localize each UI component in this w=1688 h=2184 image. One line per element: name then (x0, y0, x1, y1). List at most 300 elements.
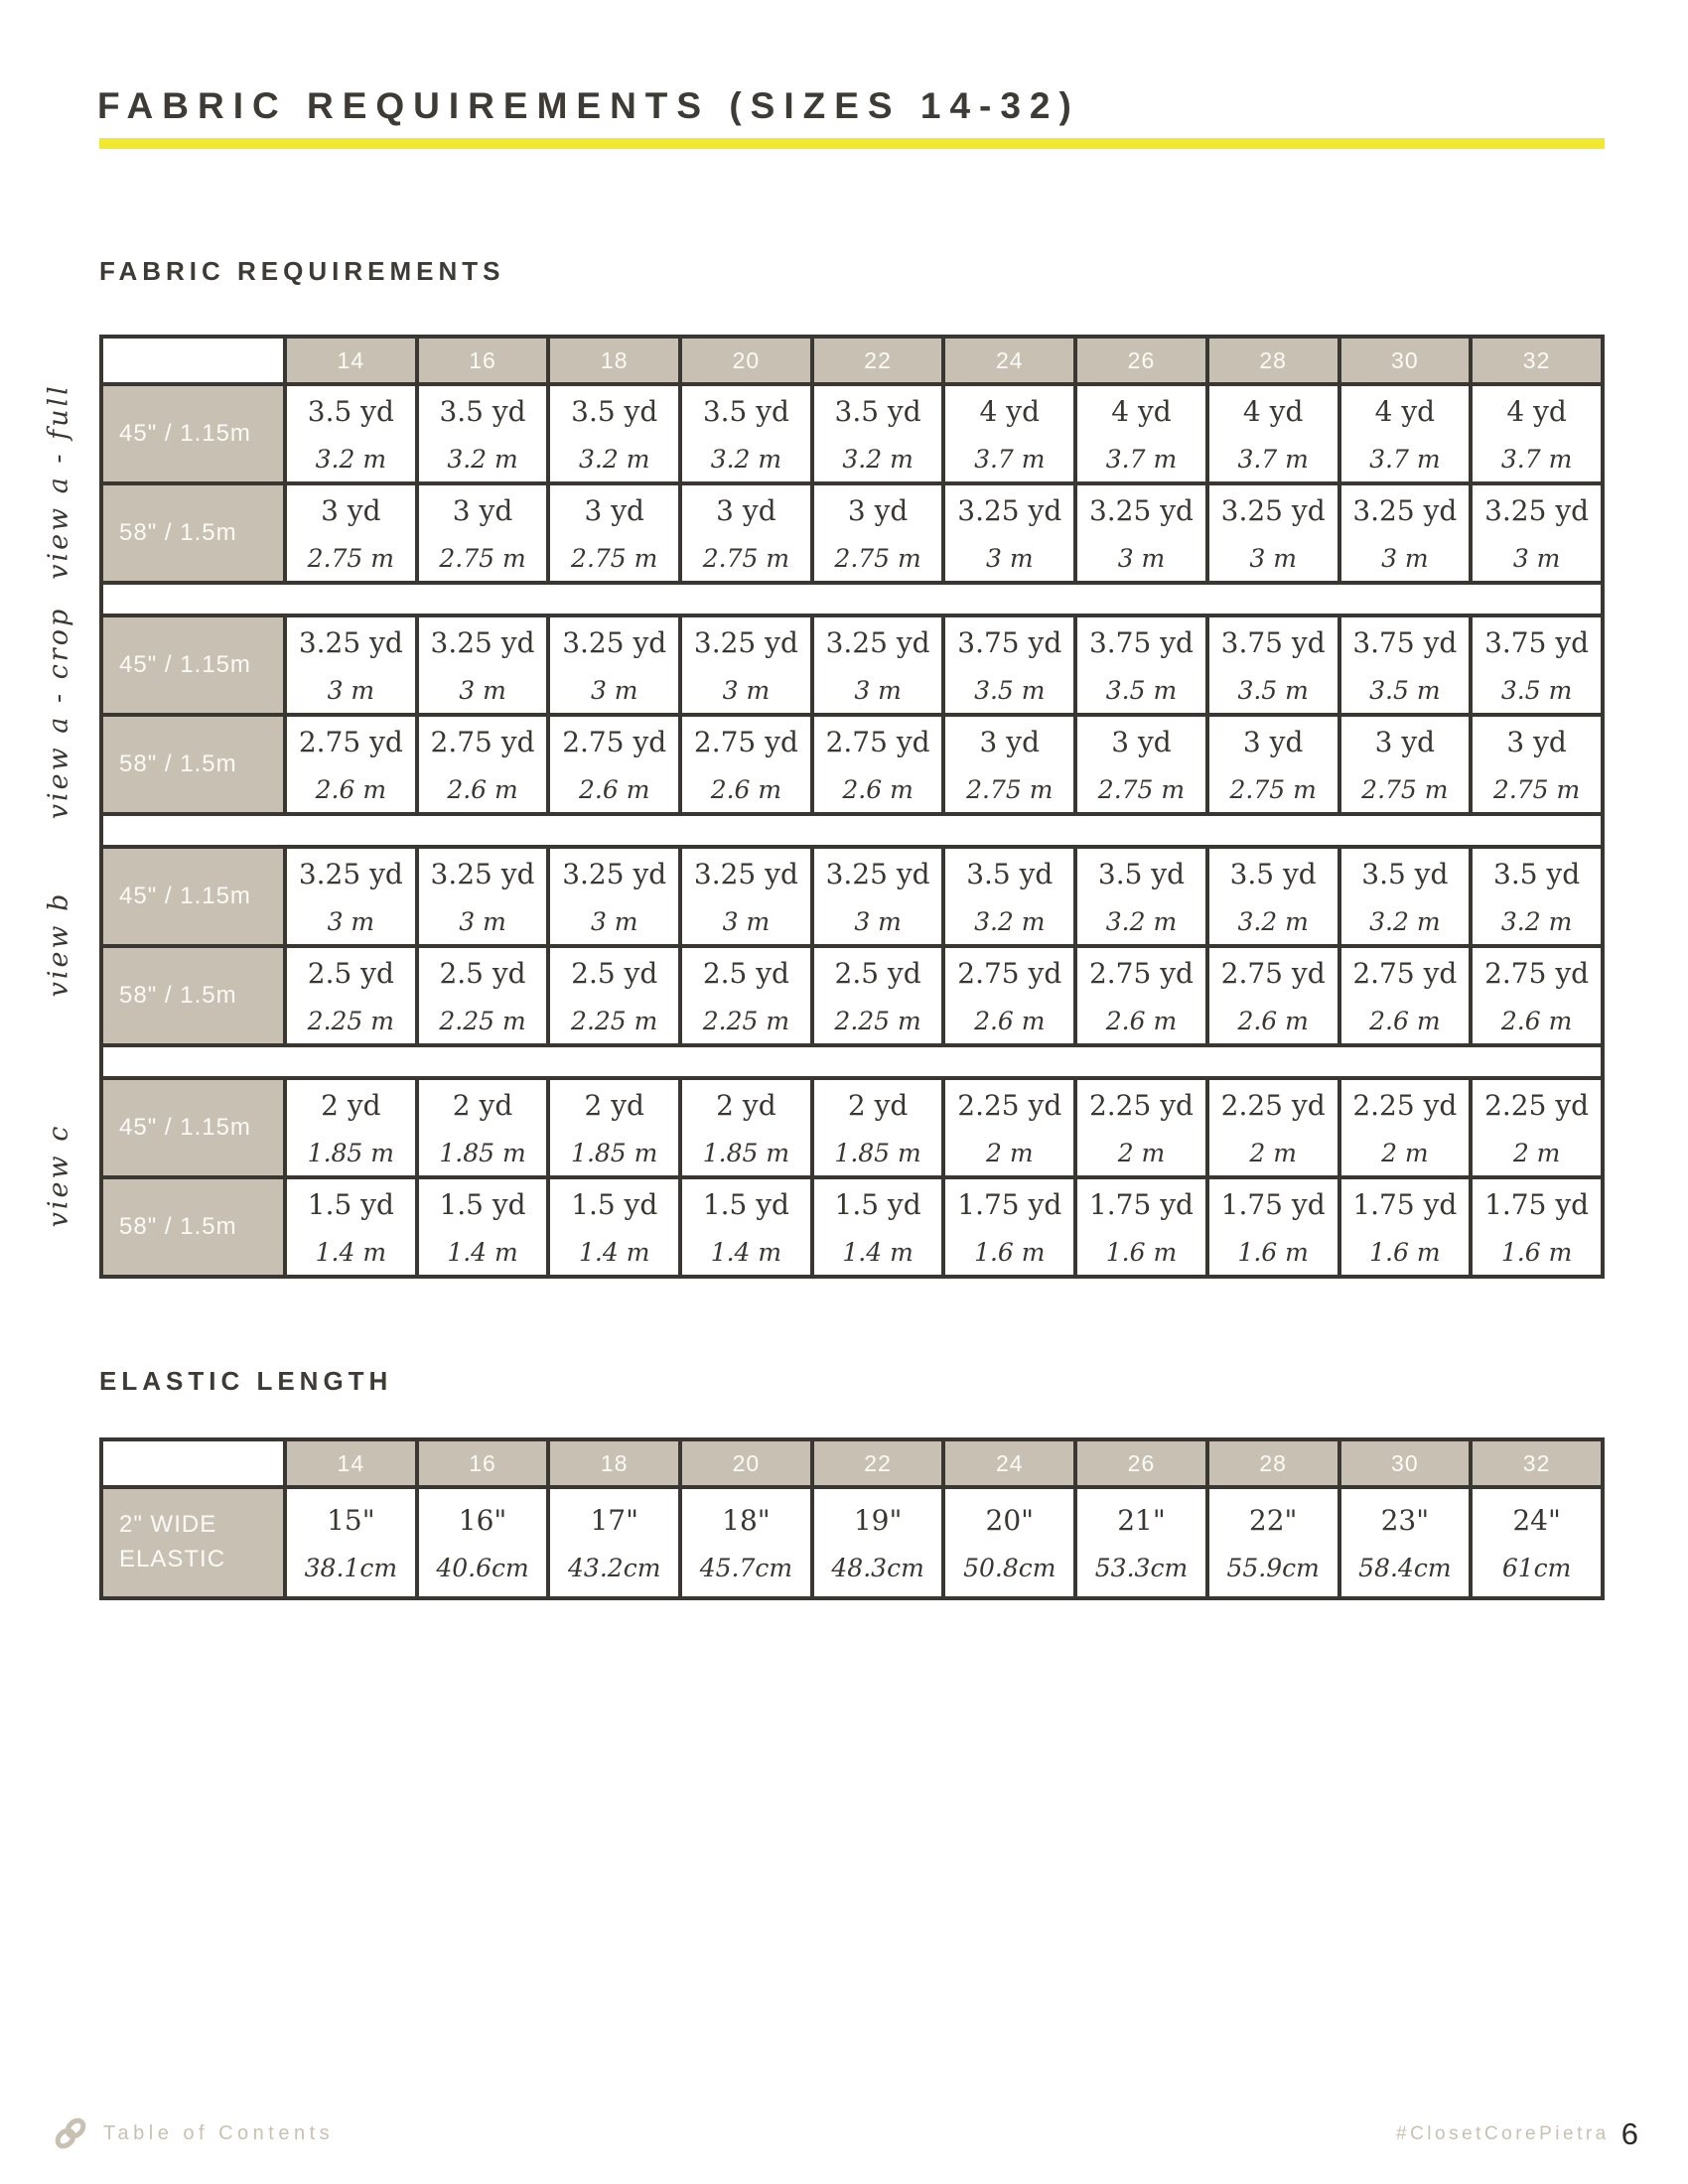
metric-value: 1.6 m (974, 1237, 1046, 1267)
metric-value: 2.75 m (966, 774, 1054, 804)
fabric-cell (812, 483, 944, 583)
fabric-cell (548, 1177, 680, 1277)
fabric-cell (1075, 1078, 1207, 1177)
metric-value: 2.6 m (842, 774, 914, 804)
metric-value: 2.75 m (1229, 774, 1317, 804)
table-row (101, 483, 1603, 583)
imperial-value: 3.75 yd (1484, 625, 1590, 659)
fabric-cell (1339, 1078, 1472, 1177)
imperial-value: 3 yd (321, 493, 381, 527)
size-header-row (101, 1439, 1603, 1487)
fabric-cell (1471, 1078, 1603, 1177)
fabric-cell (1471, 715, 1603, 814)
metric-value: 3.5 m (974, 675, 1046, 705)
imperial-value: 2.5 yd (439, 956, 526, 990)
metric-value: 3 m (327, 675, 375, 705)
imperial-value: 1.5 yd (702, 1187, 789, 1221)
table-group-spacer (101, 1045, 1603, 1078)
metric-value: 2 m (1381, 1138, 1429, 1167)
metric-value: 50.8cm (963, 1553, 1056, 1582)
fabric-cell (812, 847, 944, 946)
fabric-cell (680, 1078, 812, 1177)
imperial-value: 3.5 yd (1361, 857, 1449, 890)
metric-value: 3.2 m (710, 444, 782, 474)
imperial-value: 3.25 yd (693, 857, 798, 890)
fabric-cell (1339, 847, 1472, 946)
table-corner-cell (101, 337, 285, 384)
footer-right (1396, 2116, 1638, 2152)
fabric-cell (1471, 946, 1603, 1045)
imperial-value: 3.5 yd (1097, 857, 1186, 890)
metric-value: 3.5 m (1105, 675, 1178, 705)
metric-value: 1.6 m (1105, 1237, 1178, 1267)
metric-value: 2.6 m (1105, 1006, 1178, 1035)
fabric-cell (548, 615, 680, 715)
fabric-cell (1075, 615, 1207, 715)
fabric-cell (943, 384, 1075, 483)
imperial-value: 2.5 yd (307, 956, 394, 990)
fabric-cell (1339, 715, 1472, 814)
metric-value: 3.2 m (842, 444, 914, 474)
imperial-value: 3 yd (1506, 725, 1567, 758)
fabric-cell (1339, 483, 1472, 583)
fabric-cell (1207, 615, 1339, 715)
fabric-cell (1207, 946, 1339, 1045)
fabric-cell (1075, 483, 1207, 583)
metric-value: 2.75 m (1097, 774, 1186, 804)
metric-value: 2.6 m (579, 774, 650, 804)
metric-value: 1.6 m (1369, 1237, 1441, 1267)
imperial-value: 2.5 yd (702, 956, 789, 990)
metric-value: 3 m (327, 906, 375, 936)
metric-value: 3 m (590, 675, 638, 705)
imperial-value: 1.5 yd (307, 1187, 394, 1221)
table-row (101, 384, 1603, 483)
metric-value: 3.2 m (1369, 906, 1441, 936)
size-column-header: 20 (680, 337, 812, 384)
metric-value: 1.85 m (439, 1138, 526, 1167)
imperial-value: 1.5 yd (571, 1187, 658, 1221)
metric-value: 2.6 m (710, 774, 782, 804)
imperial-value: 4 yd (1374, 394, 1436, 428)
fabric-cell (1207, 847, 1339, 946)
fabric-cell (285, 615, 417, 715)
imperial-value: 3.25 yd (1088, 493, 1194, 527)
fabric-cell (285, 946, 417, 1045)
metric-value: 1.4 m (842, 1237, 914, 1267)
imperial-value: 1.5 yd (834, 1187, 921, 1221)
imperial-value: 3.25 yd (430, 857, 535, 890)
imperial-value: 3.25 yd (825, 857, 930, 890)
metric-value: 1.85 m (834, 1138, 921, 1167)
metric-value: 2.25 m (439, 1006, 526, 1035)
fabric-cell (285, 847, 417, 946)
size-column-header: 24 (943, 1439, 1075, 1487)
metric-value: 1.4 m (447, 1237, 518, 1267)
metric-value: 58.4cm (1358, 1553, 1452, 1582)
fabric-cell (680, 384, 812, 483)
metric-value: 38.1cm (304, 1553, 398, 1582)
metric-value: 1.4 m (315, 1237, 387, 1267)
imperial-value: 3.25 yd (825, 625, 930, 659)
metric-value: 3 m (1249, 543, 1297, 573)
table-row (101, 1078, 1603, 1177)
imperial-value: 3.25 yd (957, 493, 1062, 527)
elastic-cell (417, 1487, 549, 1598)
imperial-value: 23" (1380, 1503, 1430, 1537)
fabric-cell (812, 1078, 944, 1177)
imperial-value: 1.75 yd (1484, 1187, 1590, 1221)
metric-value: 2.75 m (1492, 774, 1581, 804)
fabric-cell (943, 1078, 1075, 1177)
imperial-value: 21" (1117, 1503, 1166, 1537)
imperial-value: 3.25 yd (693, 625, 798, 659)
fabric-cell (417, 847, 549, 946)
metric-value: 3.7 m (1105, 444, 1178, 474)
fabric-requirements-heading: FABRIC REQUIREMENTS (99, 256, 505, 286)
imperial-value: 2.25 yd (1220, 1088, 1326, 1122)
metric-value: 3 m (986, 543, 1034, 573)
fabric-cell (943, 715, 1075, 814)
fabric-cell (812, 1177, 944, 1277)
metric-value: 3.7 m (1369, 444, 1441, 474)
imperial-value: 2.75 yd (1220, 956, 1326, 990)
metric-value: 45.7cm (699, 1553, 793, 1582)
page-title: FABRIC REQUIREMENTS (SIZES 14-32) (97, 85, 1080, 126)
fabric-cell (680, 847, 812, 946)
elastic-cell (285, 1487, 417, 1598)
fabric-cell (1339, 1177, 1472, 1277)
fabric-cell (1207, 1177, 1339, 1277)
metric-value: 2.75 m (571, 543, 658, 573)
metric-value: 2 m (1117, 1138, 1166, 1167)
fabric-cell (285, 715, 417, 814)
metric-value: 3.2 m (315, 444, 387, 474)
fabric-cell (943, 946, 1075, 1045)
metric-value: 3 m (459, 675, 506, 705)
table-of-contents-link[interactable] (52, 2115, 334, 2152)
elastic-cell (943, 1487, 1075, 1598)
imperial-value: 3.5 yd (439, 394, 526, 428)
imperial-value: 3.75 yd (1220, 625, 1326, 659)
imperial-value: 3.25 yd (430, 625, 535, 659)
title-underline (99, 138, 1605, 149)
metric-value: 48.3cm (831, 1553, 924, 1582)
elastic-length-heading: ELASTIC LENGTH (99, 1366, 393, 1396)
view-group-label: view c (43, 1123, 74, 1228)
size-column-header: 30 (1339, 1439, 1472, 1487)
fabric-cell (417, 1078, 549, 1177)
imperial-value: 3.5 yd (834, 394, 921, 428)
metric-value: 3 m (1381, 543, 1429, 573)
fabric-cell (548, 384, 680, 483)
imperial-value: 4 yd (1506, 394, 1567, 428)
fabric-cell (943, 483, 1075, 583)
size-column-header: 22 (812, 337, 944, 384)
fabric-cell (417, 946, 549, 1045)
imperial-value: 22" (1248, 1503, 1298, 1537)
table-corner-cell (101, 1439, 285, 1487)
metric-value: 1.6 m (1237, 1237, 1309, 1267)
size-column-header: 14 (285, 1439, 417, 1487)
metric-value: 1.85 m (702, 1138, 790, 1167)
imperial-value: 17" (590, 1503, 638, 1537)
table-row (101, 715, 1603, 814)
fabric-cell (548, 1078, 680, 1177)
fabric-cell (1339, 946, 1472, 1045)
fabric-cell (1075, 946, 1207, 1045)
fabric-cell (812, 384, 944, 483)
imperial-value: 2.75 yd (298, 725, 403, 758)
fabric-cell (548, 483, 680, 583)
row-header: 58" / 1.5m (101, 1177, 285, 1277)
imperial-value: 4 yd (1242, 394, 1304, 428)
fabric-cell (1075, 847, 1207, 946)
imperial-value: 2.75 yd (1088, 956, 1194, 990)
fabric-cell (1075, 715, 1207, 814)
metric-value: 3.7 m (1237, 444, 1309, 474)
imperial-value: 3.5 yd (571, 394, 658, 428)
metric-value: 3 m (722, 675, 771, 705)
metric-value: 2.6 m (315, 774, 387, 804)
imperial-value: 2 yd (847, 1088, 909, 1122)
row-header: 58" / 1.5m (101, 946, 285, 1045)
metric-value: 2.25 m (702, 1006, 790, 1035)
size-column-header: 32 (1471, 337, 1603, 384)
imperial-value: 18" (722, 1503, 771, 1537)
imperial-value: 24" (1512, 1503, 1561, 1537)
metric-value: 3 m (459, 906, 506, 936)
fabric-cell (943, 615, 1075, 715)
metric-value: 1.85 m (571, 1138, 658, 1167)
fabric-cell (680, 946, 812, 1045)
size-column-header: 22 (812, 1439, 944, 1487)
table-of-contents-label: Table of Contents (103, 2121, 335, 2144)
imperial-value: 1.75 yd (957, 1187, 1062, 1221)
elastic-cell (1207, 1487, 1339, 1598)
metric-value: 3.2 m (974, 906, 1046, 936)
fabric-cell (1207, 483, 1339, 583)
imperial-value: 2 yd (584, 1088, 644, 1122)
imperial-value: 1.75 yd (1352, 1187, 1458, 1221)
fabric-cell (1207, 384, 1339, 483)
imperial-value: 3 yd (847, 493, 909, 527)
elastic-table-wrap (99, 1437, 1605, 1600)
metric-value: 2.75 m (1361, 774, 1449, 804)
imperial-value: 1.75 yd (1220, 1187, 1326, 1221)
metric-value: 3 m (1512, 543, 1561, 573)
fabric-cell (548, 946, 680, 1045)
metric-value: 3.2 m (1237, 906, 1309, 936)
row-header: 2" WIDE ELASTIC (101, 1487, 285, 1598)
imperial-value: 3.25 yd (562, 625, 667, 659)
fabric-cell (417, 615, 549, 715)
table-group-spacer (101, 814, 1603, 847)
metric-value: 1.6 m (1500, 1237, 1573, 1267)
metric-value: 2.6 m (1369, 1006, 1441, 1035)
fabric-cell (1471, 483, 1603, 583)
imperial-value: 2 yd (321, 1088, 381, 1122)
metric-value: 3.7 m (974, 444, 1046, 474)
size-column-header: 18 (548, 337, 680, 384)
table-row (101, 1487, 1603, 1598)
metric-value: 2.25 m (834, 1006, 921, 1035)
fabric-cell (812, 715, 944, 814)
imperial-value: 3.75 yd (1352, 625, 1458, 659)
fabric-table-wrap (43, 335, 1605, 1279)
metric-value: 61cm (1501, 1553, 1572, 1582)
elastic-cell (812, 1487, 944, 1598)
imperial-value: 3.25 yd (298, 625, 403, 659)
fabric-cell (417, 483, 549, 583)
metric-value: 3 m (1117, 543, 1166, 573)
table-row (101, 946, 1603, 1045)
fabric-cell (812, 615, 944, 715)
metric-value: 1.4 m (579, 1237, 650, 1267)
fabric-cell (680, 615, 812, 715)
fabric-cell (1207, 1078, 1339, 1177)
fabric-cell (1075, 1177, 1207, 1277)
metric-value: 3 m (854, 906, 902, 936)
size-column-header: 16 (417, 1439, 549, 1487)
elastic-cell (1471, 1487, 1603, 1598)
imperial-value: 4 yd (1111, 394, 1172, 428)
table-group-spacer (101, 583, 1603, 615)
imperial-value: 3.5 yd (966, 857, 1054, 890)
imperial-value: 3 yd (716, 493, 776, 527)
fabric-cell (812, 946, 944, 1045)
imperial-value: 3.5 yd (702, 394, 789, 428)
imperial-value: 2.5 yd (834, 956, 921, 990)
imperial-value: 3 yd (1374, 725, 1436, 758)
hashtag-label: #ClosetCorePietra (1396, 2123, 1610, 2144)
size-column-header: 30 (1339, 337, 1472, 384)
elastic-cell (1075, 1487, 1207, 1598)
imperial-value: 3 yd (584, 493, 644, 527)
fabric-cell (1075, 384, 1207, 483)
imperial-value: 2.25 yd (1088, 1088, 1194, 1122)
row-header: 45" / 1.15m (101, 615, 285, 715)
metric-value: 3 m (722, 906, 771, 936)
size-header-row (101, 337, 1603, 384)
fabric-requirements-table (99, 335, 1605, 1279)
row-header: 45" / 1.15m (101, 384, 285, 483)
imperial-value: 3.25 yd (1352, 493, 1458, 527)
size-column-header: 20 (680, 1439, 812, 1487)
imperial-value: 3 yd (452, 493, 513, 527)
view-group-label: view a - full (43, 383, 74, 580)
metric-value: 1.85 m (307, 1138, 394, 1167)
elastic-cell (1339, 1487, 1472, 1598)
row-header: 58" / 1.5m (101, 483, 285, 583)
metric-value: 2.6 m (974, 1006, 1046, 1035)
imperial-value: 2.75 yd (1352, 956, 1458, 990)
imperial-value: 1.5 yd (439, 1187, 526, 1221)
table-row (101, 847, 1603, 946)
imperial-value: 3.25 yd (1220, 493, 1326, 527)
page-number: 6 (1620, 2116, 1638, 2151)
metric-value: 2.6 m (447, 774, 518, 804)
fabric-cell (285, 384, 417, 483)
imperial-value: 3.25 yd (298, 857, 403, 890)
fabric-cell (548, 847, 680, 946)
row-header: 58" / 1.5m (101, 715, 285, 814)
fabric-cell (285, 483, 417, 583)
size-column-header: 26 (1075, 1439, 1207, 1487)
size-column-header: 28 (1207, 337, 1339, 384)
metric-value: 43.2cm (568, 1553, 661, 1582)
imperial-value: 2.75 yd (1484, 956, 1590, 990)
imperial-value: 1.75 yd (1088, 1187, 1194, 1221)
imperial-value: 2 yd (716, 1088, 776, 1122)
metric-value: 2.6 m (1500, 1006, 1573, 1035)
imperial-value: 2.25 yd (957, 1088, 1062, 1122)
imperial-value: 16" (458, 1503, 507, 1537)
metric-value: 2.75 m (307, 543, 394, 573)
size-column-header: 32 (1471, 1439, 1603, 1487)
metric-value: 1.4 m (710, 1237, 782, 1267)
fabric-cell (1339, 384, 1472, 483)
fabric-cell (943, 847, 1075, 946)
imperial-value: 2.75 yd (562, 725, 667, 758)
imperial-value: 3.25 yd (1484, 493, 1590, 527)
spacer-cell (101, 1045, 1603, 1078)
chain-link-icon (52, 2115, 89, 2152)
fabric-cell (285, 1078, 417, 1177)
fabric-cell (1207, 715, 1339, 814)
metric-value: 3 m (590, 906, 638, 936)
metric-value: 2 m (1512, 1138, 1561, 1167)
metric-value: 3.5 m (1369, 675, 1441, 705)
imperial-value: 2.75 yd (957, 956, 1062, 990)
metric-value: 3.2 m (447, 444, 518, 474)
fabric-cell (1471, 384, 1603, 483)
metric-value: 2.25 m (571, 1006, 658, 1035)
fabric-cell (680, 483, 812, 583)
fabric-cell (680, 1177, 812, 1277)
row-header: 45" / 1.15m (101, 847, 285, 946)
metric-value: 3 m (854, 675, 902, 705)
imperial-value: 2.25 yd (1484, 1088, 1590, 1122)
table-row (101, 615, 1603, 715)
imperial-value: 4 yd (979, 394, 1041, 428)
elastic-cell (680, 1487, 812, 1598)
size-column-header: 16 (417, 337, 549, 384)
metric-value: 3.2 m (579, 444, 650, 474)
metric-value: 2.75 m (439, 543, 526, 573)
size-column-header: 18 (548, 1439, 680, 1487)
metric-value: 2.75 m (834, 543, 921, 573)
metric-value: 2 m (986, 1138, 1034, 1167)
elastic-length-table (99, 1437, 1605, 1600)
imperial-value: 3.75 yd (957, 625, 1062, 659)
fabric-cell (1339, 615, 1472, 715)
size-column-header: 24 (943, 337, 1075, 384)
fabric-cell (548, 715, 680, 814)
spacer-cell (101, 814, 1603, 847)
view-group-label: view a - crop (43, 606, 74, 820)
fabric-cell (285, 1177, 417, 1277)
metric-value: 53.3cm (1094, 1553, 1189, 1582)
size-column-header: 14 (285, 337, 417, 384)
metric-value: 3.5 m (1237, 675, 1309, 705)
fabric-cell (417, 1177, 549, 1277)
imperial-value: 2.75 yd (825, 725, 930, 758)
imperial-value: 15" (327, 1503, 375, 1537)
elastic-cell (548, 1487, 680, 1598)
metric-value: 3.7 m (1500, 444, 1573, 474)
metric-value: 3.5 m (1500, 675, 1573, 705)
